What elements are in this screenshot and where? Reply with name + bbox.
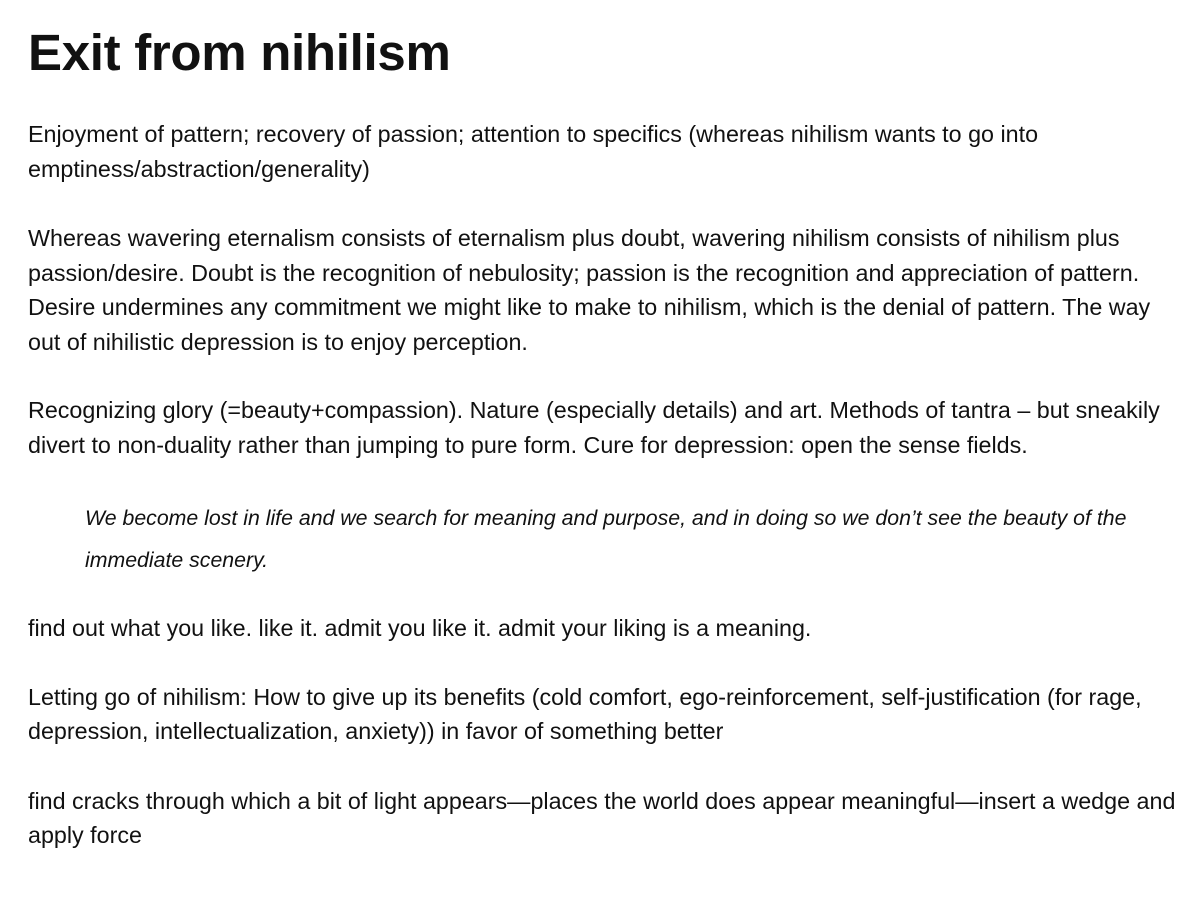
block-quote: We become lost in life and we search for meaning and purpose, and in doing so we don’t see the beauty of the immediate scenery. [85,506,1127,572]
page-title: Exit from nihilism [28,24,451,81]
paragraph-find-cracks: find cracks through which a bit of light appears—places the world does appear meaningful—insert a wedge and apply force [28,787,1176,848]
paragraph-letting-go-of-nihilism: Letting go of nihilism: How to give up its benefits (cold comfort, ego-reinforcement, self-justification (for rage, depression, intellectualization, anxiety)) in favor of something better [28,683,1142,744]
paragraph-enjoyment-of-pattern: Enjoyment of pattern; recovery of passion; attention to specifics (whereas nihilism wants to go into emptiness/abstraction/generality) [28,121,1039,182]
paragraph-find-what-you-like: find out what you like. like it. admit you like it. admit your liking is a meaning. [28,615,812,641]
document-body [28,22,1178,853]
paragraph-wavering-nihilism: Whereas wavering eternalism consists of eternalism plus doubt, wavering nihilism consists of nihilism plus passion/desire. Doubt is the recognition of nebulosity; passion is the recognition and appreciation of pattern. Desire undermines any commitment we might like to make to nihilism, which is the denial of pattern. The way out of nihilistic depression is to enjoy perception. [28,225,1151,355]
paragraph-recognizing-glory: Recognizing glory (=beauty+compassion). Nature (especially details) and art. Methods of tantra – but sneakily divert to non-duality rather than jumping to pure form. Cure for depression: open the sense fields. [28,397,1160,458]
